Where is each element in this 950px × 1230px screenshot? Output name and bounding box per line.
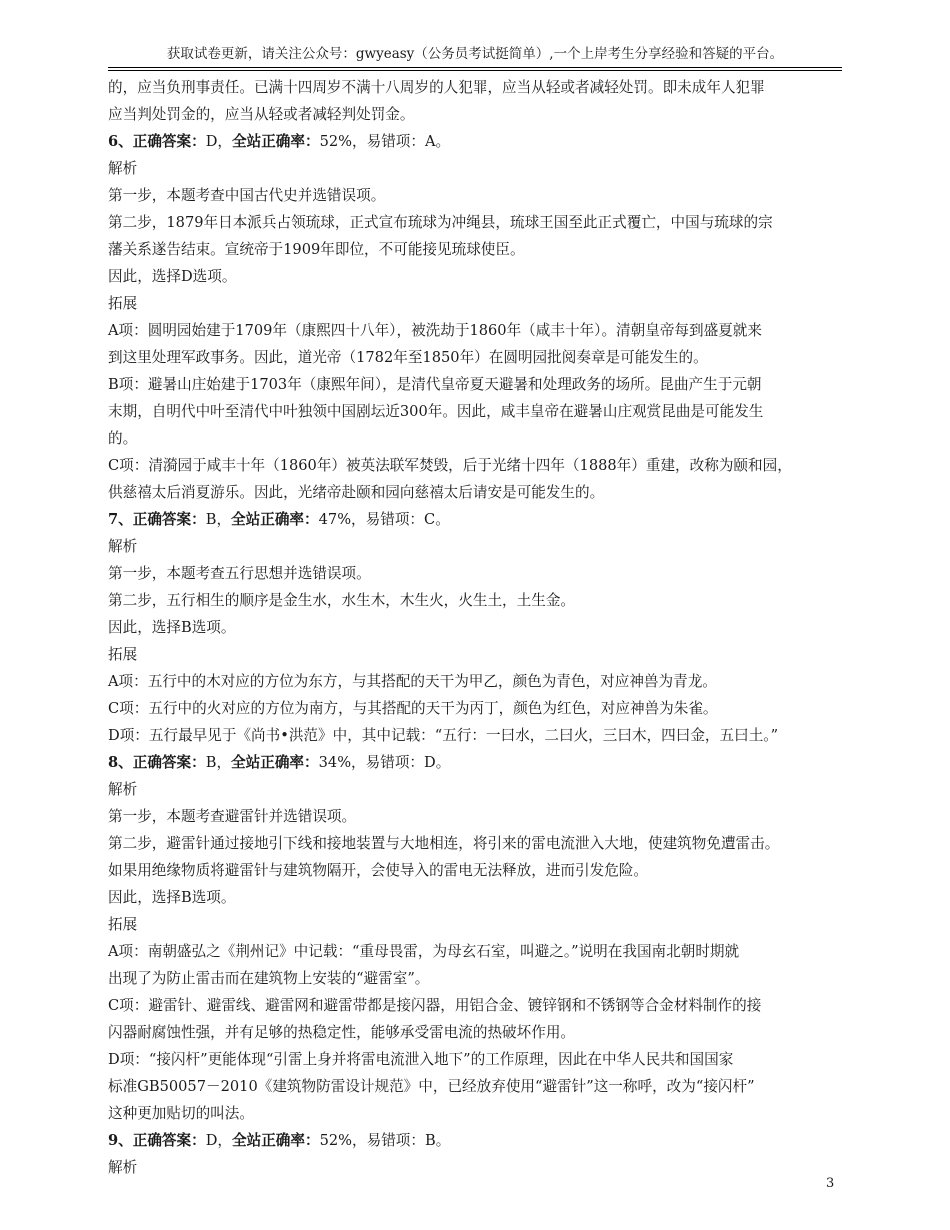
answer-label: 7、正确答案： [108, 511, 206, 528]
text-line: 应当判处罚金的，应当从轻或者减轻判处罚金。 [108, 106, 415, 123]
text-line: D项：“接闪杆”更能体现“引雷上身并将雷电流泄入地下”的工作原理，因此在中华人民共和国国家 [108, 1051, 734, 1068]
text-line: 因此，选择D选项。 [108, 268, 237, 285]
answer-label: 9、正确答案： [108, 1132, 206, 1149]
text-line: B项：避暑山庄始建于1703年（康熙年间），是清代皇帝夏天避暑和处理政务的场所。昆曲产生于元朝 [108, 376, 762, 393]
text-line: D项：五行最早见于《尚书•洪范》中，其中记载：“五行：一曰水，二曰火，三曰木，四曰金，五曰土。” [108, 727, 779, 744]
text-line: 第一步，本题考查避雷针并选错误项。 [108, 808, 357, 825]
text-line: 这种更加贴切的叫法。 [108, 1105, 254, 1122]
text-line: 第二步，1879年日本派兵占领琉球，正式宣布琉球为冲绳县，琉球王国至此正式覆亡，中国与琉球的宗 [108, 214, 773, 231]
page-header: 获取试卷更新，请关注公众号：gwyeasy（公务员考试挺简单）,一个上岸考生分享经验和答疑的平台。 [166, 46, 784, 62]
header-rule [108, 67, 842, 68]
answer-value: D， [205, 133, 233, 150]
rate-value: 34%，易错项：D。 [318, 754, 451, 771]
answer-value: B， [205, 511, 232, 528]
text-line: A项：圆明园始建于1709年（康熙四十八年），被洗劫于1860年（咸丰十年）。清朝皇帝每到盛夏就来 [108, 322, 762, 339]
text-line: 藩关系遂告结束。宣统帝于1909年即位，不可能接见琉球使臣。 [108, 241, 525, 258]
answer-value: D， [205, 1132, 233, 1149]
text-line: 闪器耐腐蚀性强，并有足够的热稳定性，能够承受雷电流的热破坏作用。 [108, 1024, 576, 1041]
rate-label: 全站正确率： [231, 754, 319, 771]
answer-label: 8、正确答案： [108, 754, 206, 771]
text-line: 解析 [108, 538, 138, 555]
answer-line [108, 506, 842, 533]
rate-label: 全站正确率： [232, 1132, 320, 1149]
answer-line [108, 749, 842, 776]
text-line: 供慈禧太后消夏游乐。因此，光绪帝赴颐和园向慈禧太后请安是可能发生的。 [108, 484, 605, 501]
answer-line [108, 128, 842, 155]
text-line: C项：五行中的火对应的方位为南方，与其搭配的天干为丙丁，颜色为红色，对应神兽为朱雀。 [108, 700, 718, 717]
answer-value: B， [205, 754, 232, 771]
header-rule-thin [108, 70, 842, 71]
text-line: 因此，选择B选项。 [108, 889, 236, 906]
text-line: 第一步，本题考查中国古代史并选错误项。 [108, 187, 386, 204]
text-line: 到这里处理军政事务。因此，道光帝（1782年至1850年）在圆明园批阅奏章是可能发生的。 [108, 349, 708, 366]
text-line: 解析 [108, 781, 138, 798]
document-body [108, 74, 842, 1181]
page-number: 3 [826, 1176, 835, 1191]
text-line: 的，应当负刑事责任。已满十四周岁不满十八周岁的人犯罪，应当从轻或者减轻处罚。即未成年人犯罪 [108, 79, 765, 96]
text-line: 因此，选择B选项。 [108, 619, 236, 636]
rate-label: 全站正确率： [231, 511, 319, 528]
rate-label: 全站正确率： [232, 133, 320, 150]
text-line: A项：南朝盛弘之《荆州记》中记载：“重母畏雷，为母玄石室，叫避之。”说明在我国南北朝时期就 [108, 943, 740, 960]
text-line: A项：五行中的木对应的方位为东方，与其搭配的天干为甲乙，颜色为青色，对应神兽为青龙。 [108, 673, 717, 690]
rate-value: 52%，易错项：B。 [319, 1132, 451, 1149]
text-line: 拓展 [108, 295, 138, 312]
text-line: 第二步，避雷针通过接地引下线和接地装置与大地相连，将引来的雷电流泄入大地，使建筑物免遭雷击。 [108, 835, 780, 852]
text-line: 拓展 [108, 916, 138, 933]
text-line: 如果用绝缘物质将避雷针与建筑物隔开，会使导入的雷电无法释放，进而引发危险。 [108, 862, 648, 879]
text-line: 标准GB50057－2010《建筑物防雷设计规范》中，已经放弃使用“避雷针”这一称呼，改为“接闪杆” [108, 1078, 755, 1095]
text-line: 解析 [108, 1159, 138, 1176]
text-line: C项：避雷针、避雷线、避雷网和避雷带都是接闪器，用铝合金、镀锌钢和不锈钢等合金材料制作的接 [108, 997, 762, 1014]
answer-line [108, 1127, 842, 1154]
text-line: 出现了为防止雷击而在建筑物上安装的“避雷室”。 [108, 970, 430, 987]
text-line: 末期，自明代中叶至清代中叶独领中国剧坛近300年。因此，咸丰皇帝在避暑山庄观赏昆曲是可能发生 [108, 403, 764, 420]
text-line: 第一步，本题考查五行思想并选错误项。 [108, 565, 371, 582]
text-line: C项：清漪园于咸丰十年（1860年）被英法联军焚毁，后于光绪十四年（1888年）重建，改称为颐和园， [108, 457, 792, 474]
rate-value: 47%，易错项：C。 [318, 511, 450, 528]
text-line: 拓展 [108, 646, 138, 663]
text-line: 解析 [108, 160, 138, 177]
text-line: 第二步，五行相生的顺序是金生水，水生木，木生火，火生土，土生金。 [108, 592, 576, 609]
rate-value: 52%，易错项：A。 [319, 133, 451, 150]
text-line: 的。 [108, 430, 138, 447]
answer-label: 6、正确答案： [108, 133, 206, 150]
